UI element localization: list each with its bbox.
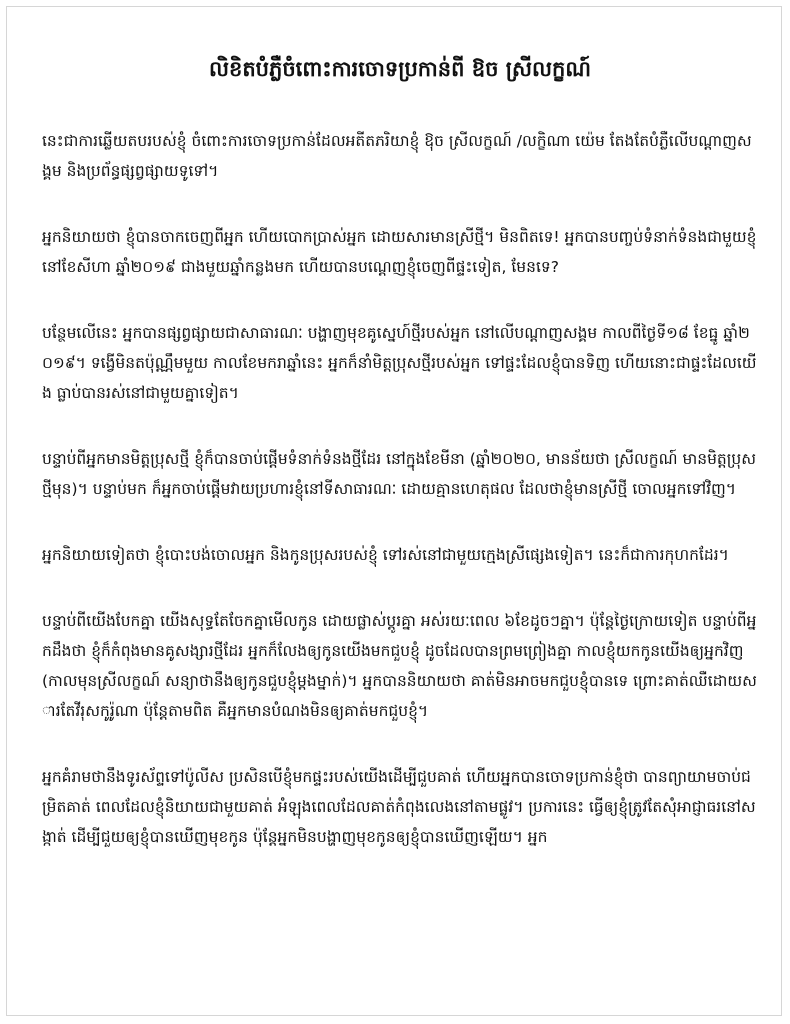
paragraph-7: អ្នកគំរាមថានឹងទូរស័ព្ទទៅប៉ូលីស ប្រសិនបើខ្ញុំមកផ្ទះរបស់យើងដើម្បីជួបគាត់ ហើយអ្នកបានចោទប្រកាន់ខ្ញុំថា បានព្យាយាមចាប់ជម្រិតគាត់ ពេលដែលខ្ញុំនិយាយជាមួយគាត់ អំឡុងពេលដែលគាត់កំពុងលេងនៅតាមផ្លូវ។ ប្រការនេះ ធ្វើឲ្យខ្ញុំត្រូវតែសុំអាជ្ញាធរនៅសង្កាត់ ដើម្បីជួយឲ្យខ្ញុំបានឃើញមុខកូន ប៉ុន្តែអ្នកមិនបង្ហាញមុខកូនឲ្យខ្ញុំបានឃើញឡើយ។ អ្នក <box>42 768 756 846</box>
paragraph-4: បន្ទាប់ពីអ្នកមានមិត្តប្រុសថ្មី ខ្ញុំក៏បានចាប់ផ្តើមទំនាក់ទំនងថ្មីដែរ នៅក្នុងខែមីនា (ឆ្នាំ២០២០, មានន័យថា ស្រីលក្ខណ៍ មានមិត្តប្រុសថ្មីមុន)។ បន្ទាប់មក ក៏អ្នកចាប់ផ្តើមវាយប្រហារខ្ញុំនៅទីសាធារណៈ ដោយគ្មានហេតុផល ដែលថាខ្ញុំមានស្រីថ្មី ចោលអ្នកទៅវិញ។ <box>42 450 756 498</box>
paragraph-2: អ្នកនិយាយថា ខ្ញុំបានចាកចេញពីអ្នក ហើយបោកប្រាស់អ្នក ដោយសារមានស្រីថ្មី។ មិនពិតទេ! អ្នកបានបញ្ចប់ទំនាក់ទំនងជាមួយខ្ញុំ នៅខែសីហា ឆ្នាំ២០១៩ ជាងមួយឆ្នាំកន្លងមក ហើយបានបណ្តេញខ្ញុំចេញពីផ្ទះទៀត, មែនទេ? <box>42 228 757 276</box>
paragraph-3: បន្ថែមលើនេះ អ្នកបានផ្សព្វផ្សាយជាសាធារណៈ បង្ហាញមុខគូស្នេហ៍ថ្មីរបស់អ្នក នៅលើបណ្តាញសង្គម កាលពីថ្ងៃទី១៨ ខែធ្នូ ឆ្នាំ២០១៩។ ទង្វើមិនតប៉ុណ្ណឹមមួយ កាលខែមករាឆ្នាំនេះ អ្នកក៏នាំមិត្តប្រុសថ្មីរបស់អ្នក ទៅផ្ទះដែលខ្ញុំបានទិញ ហើយនោះជាផ្ទះដែលយើង ធ្លាប់បានរស់នៅជាមួយគ្នាទៀត។ <box>42 324 757 402</box>
document-title: លិខិតបំភ្លឺចំពោះការចោទប្រកាន់ពី ឱច ស្រីលក្ខណ៍ <box>209 57 591 81</box>
paragraph-1: នេះជាការឆ្លើយតបរបស់ខ្ញុំ ចំពោះការចោទប្រកាន់ដែលអតីតភរិយាខ្ញុំ ឱុច ស្រីលក្ខណ៍ /លក្ខិណា យ៉េម តែងតែបំភ្លឺលើបណ្តាញសង្គម និងប្រព័ន្ធផ្សព្វផ្សាយទូទៅ។ <box>42 132 752 180</box>
document-body <box>42 52 758 852</box>
paragraph-5: អ្នកនិយាយទៀតថា ខ្ញុំបោះបង់ចោលអ្នក និងកូនប្រុសរបស់ខ្ញុំ ទៅរស់នៅជាមួយក្មេងស្រីផ្សេងទៀត។ នេះក៏ជាការកុហកដែរ។ <box>42 546 729 564</box>
paragraph-6: បន្ទាប់ពីយើងបែកគ្នា យើងសុទ្ធតែចែកគ្នាមើលកូន ដោយផ្លាស់ប្តូរគ្នា អស់រយៈពេល ៦ខែដូចៗគ្នា។ ប៉ុន្តែថ្ងៃក្រោយទៀត បន្ទាប់ពីអ្នកដឹងថា ខ្ញុំក៏កំពុងមានគូសង្សារថ្មីដែរ អ្នកក៏លែងឲ្យកូនយើងមកជួបខ្ញុំ ដូចដែលបានព្រមព្រៀងគ្នា កាលខ្ញុំយកកូនយើងឲ្យអ្នកវិញ (កាលមុនស្រីលក្ខណ៍ សន្យាថានឹងឲ្យកូនជួបខ្ញុំម្តងម្នាក់)។ អ្នកបាននិយាយថា គាត់មិនអាចមកជួបខ្ញុំបានទេ ព្រោះគាត់ឈឺដោយសារតែវីរុសកូរ៉ូណា ប៉ុន្តែតាមពិត គឺអ្នកមានបំណងមិនឲ្យគាត់មកជួបខ្ញុំ។ <box>42 612 757 720</box>
